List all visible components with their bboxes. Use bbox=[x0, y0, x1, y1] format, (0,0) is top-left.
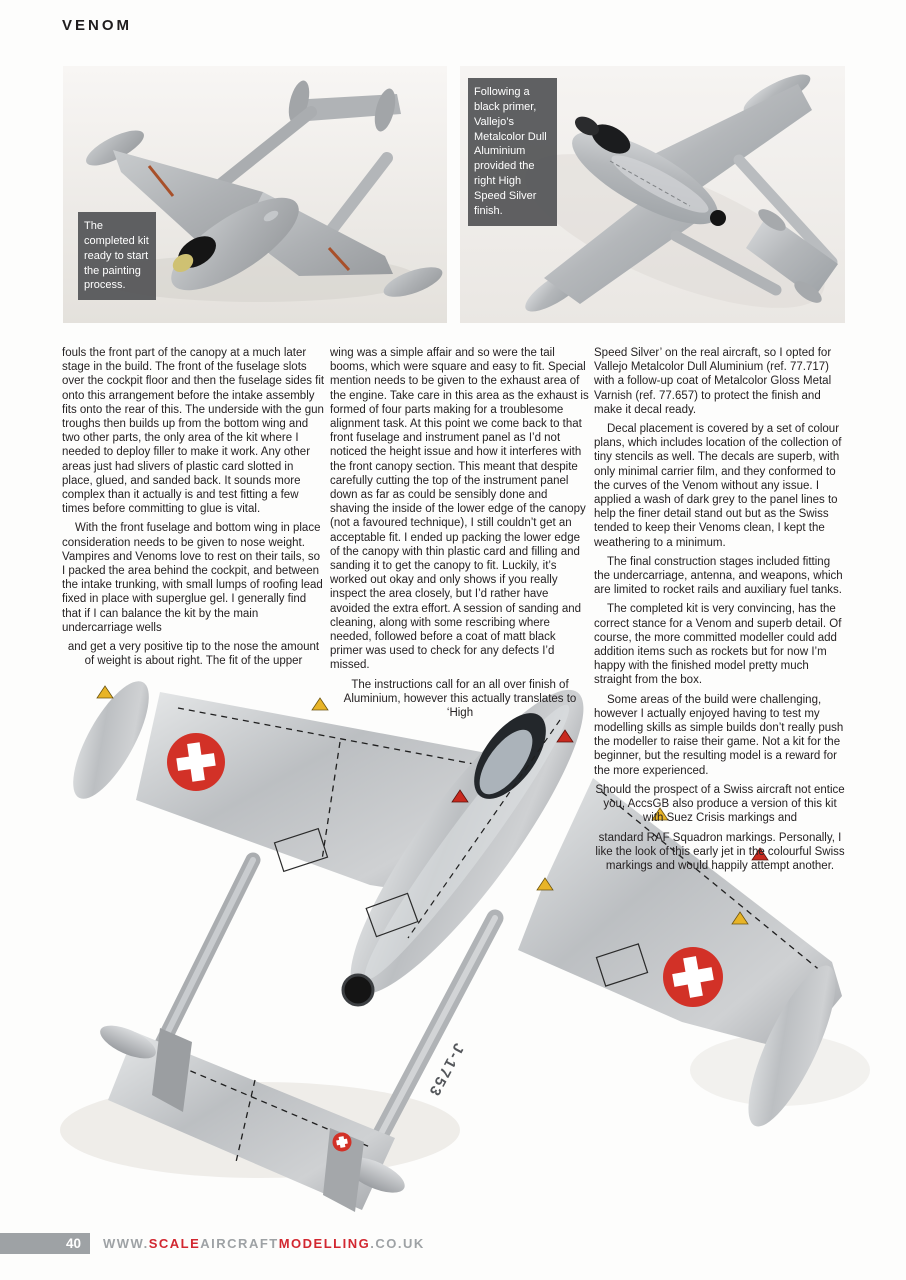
paragraph-wrapped: standard RAF Squadron markings. Personally, I like the look of this early jet in the colourful Swiss markings and would happily attempt another. bbox=[595, 831, 845, 872]
paragraph: Decal placement is covered by a set of colour plans, which includes location of the collection of tiny stencils as well. The decals are superb, with only minimal carrier film, and they conformed to the curves of the Venom without any issue. I applied a wash of dark grey to the panel lines to help the finer detail stand out but as the Swiss tended to keep their Venoms clean, I kept the weathering to a minimum. bbox=[594, 423, 842, 549]
photo-caption-left: The completed kit ready to start the painting process. bbox=[78, 212, 156, 300]
url-segment: MODELLING bbox=[278, 1236, 371, 1251]
paragraph: wing was a simple affair and so were the tail booms, which were square and easy to fit. Special mention needs to be given to the exhaust area of the engine. Take care in this area as the exhaust is formed of four parts making for a troublesome alignment task. At this point we come back to that front fuselage and instrument panel as I’d not noticed the height issue and how it interferes with the front canopy section. This meant that despite carefully cutting the top of the instrument panel down as far as could be sensibly done and shaving the inside of the lower edge of the canopy (not a favoured technique), I still couldn’t get an acceptable fit. I ended up packing the lower edge of the canopy with thin plastic card and filling and sanding it to get the canopy to fit. Luckily, it’s worked out okay and only shows if you really inspect the area closely, but I’d rather have avoided the extra effort. A session of sanding and cleaning, along with some rescribing where needed, followed before a coat of matt black primer was used to check for any defects I’d missed. bbox=[330, 347, 589, 672]
paragraph: Some areas of the build were challenging, however I actually enjoyed having to test my modelling skills as simple builds don’t really push the modeller to raise their game. Not a kit for the beginner, but the resulting model is a reward for the more experienced. bbox=[594, 693, 844, 777]
paragraph: Should the prospect of a Swiss aircraft not entice you, AccsGB also produce a version of this kit with Suez Crisis markings and bbox=[595, 783, 845, 825]
paragraph: Speed Silver’ on the real aircraft, so I opted for Vallejo Metalcolor Dull Aluminium (ref. 77.717) with a follow-up coat of Metalcolor Gloss Metal Varnish (ref. 77.657) to protect the finish and make it decal ready. bbox=[594, 347, 832, 416]
paragraph: The final construction stages included fitting the undercarriage, antenna, and weapons, which are limited to rocket rails and auxiliary fuel tanks. bbox=[594, 555, 843, 597]
photo-caption-right: Following a black primer, Vallejo’s Metalcolor Dull Aluminium provided the right High Speed Silver finish. bbox=[468, 78, 557, 226]
paragraph-wrapped: The instructions call for an all over finish of Aluminium, however this actually translates to ‘High bbox=[343, 678, 577, 720]
photo-silver-model bbox=[460, 66, 845, 323]
paragraph-wrapped: and get a very positive tip to the nose the amount of weight is about right. The fit of the upper bbox=[67, 641, 320, 668]
url-segment: .CO.UK bbox=[370, 1236, 425, 1251]
article-column-1 bbox=[62, 346, 325, 673]
url-segment: SCALE bbox=[148, 1236, 201, 1251]
paragraph: fouls the front part of the canopy at a much later stage in the build. The front of the fuselage slots over the cockpit floor and then the fuselage sides fit onto this arrangement before the intake assembly fits onto the rear of this. The underside with the gun troughs then builds up from the bottom wing and two other parts, the only area of the kit where I needed to deploy filler to make it work. Any other areas just had slivers of plastic card slotted in place, glued, and sanded back. It sounds more complex than it actually is and test fitting a few times before committing to glue is vital. bbox=[62, 347, 325, 516]
registration-code: J-1753 bbox=[424, 1040, 468, 1101]
page-title: VENOM bbox=[62, 17, 133, 34]
page-number-badge: 40 bbox=[0, 1233, 90, 1254]
website-url bbox=[103, 1233, 425, 1254]
photo-grey-kit bbox=[63, 66, 447, 323]
url-segment: AIRCRAFT bbox=[200, 1236, 279, 1251]
article-column-3 bbox=[594, 346, 846, 878]
url-segment: WWW. bbox=[103, 1236, 149, 1251]
paragraph: With the front fuselage and bottom wing in place consideration needs to be given to nose weight. Vampires and Venoms love to rest on their tails, so I packed the area behind the cockpit, and between the intake trunking, with small lumps of roofing lead fixed in place with superglue gel. I generally find that if I can balance the kit by the main undercarriage wells bbox=[62, 522, 323, 634]
article-column-2 bbox=[330, 346, 590, 725]
paragraph: The completed kit is very convincing, has the correct stance for a Venom and superb detail. Of course, the more committed modeller could add addition items such as rockets but for now I’m happy with the finished model pretty much straight from the box. bbox=[594, 603, 842, 687]
